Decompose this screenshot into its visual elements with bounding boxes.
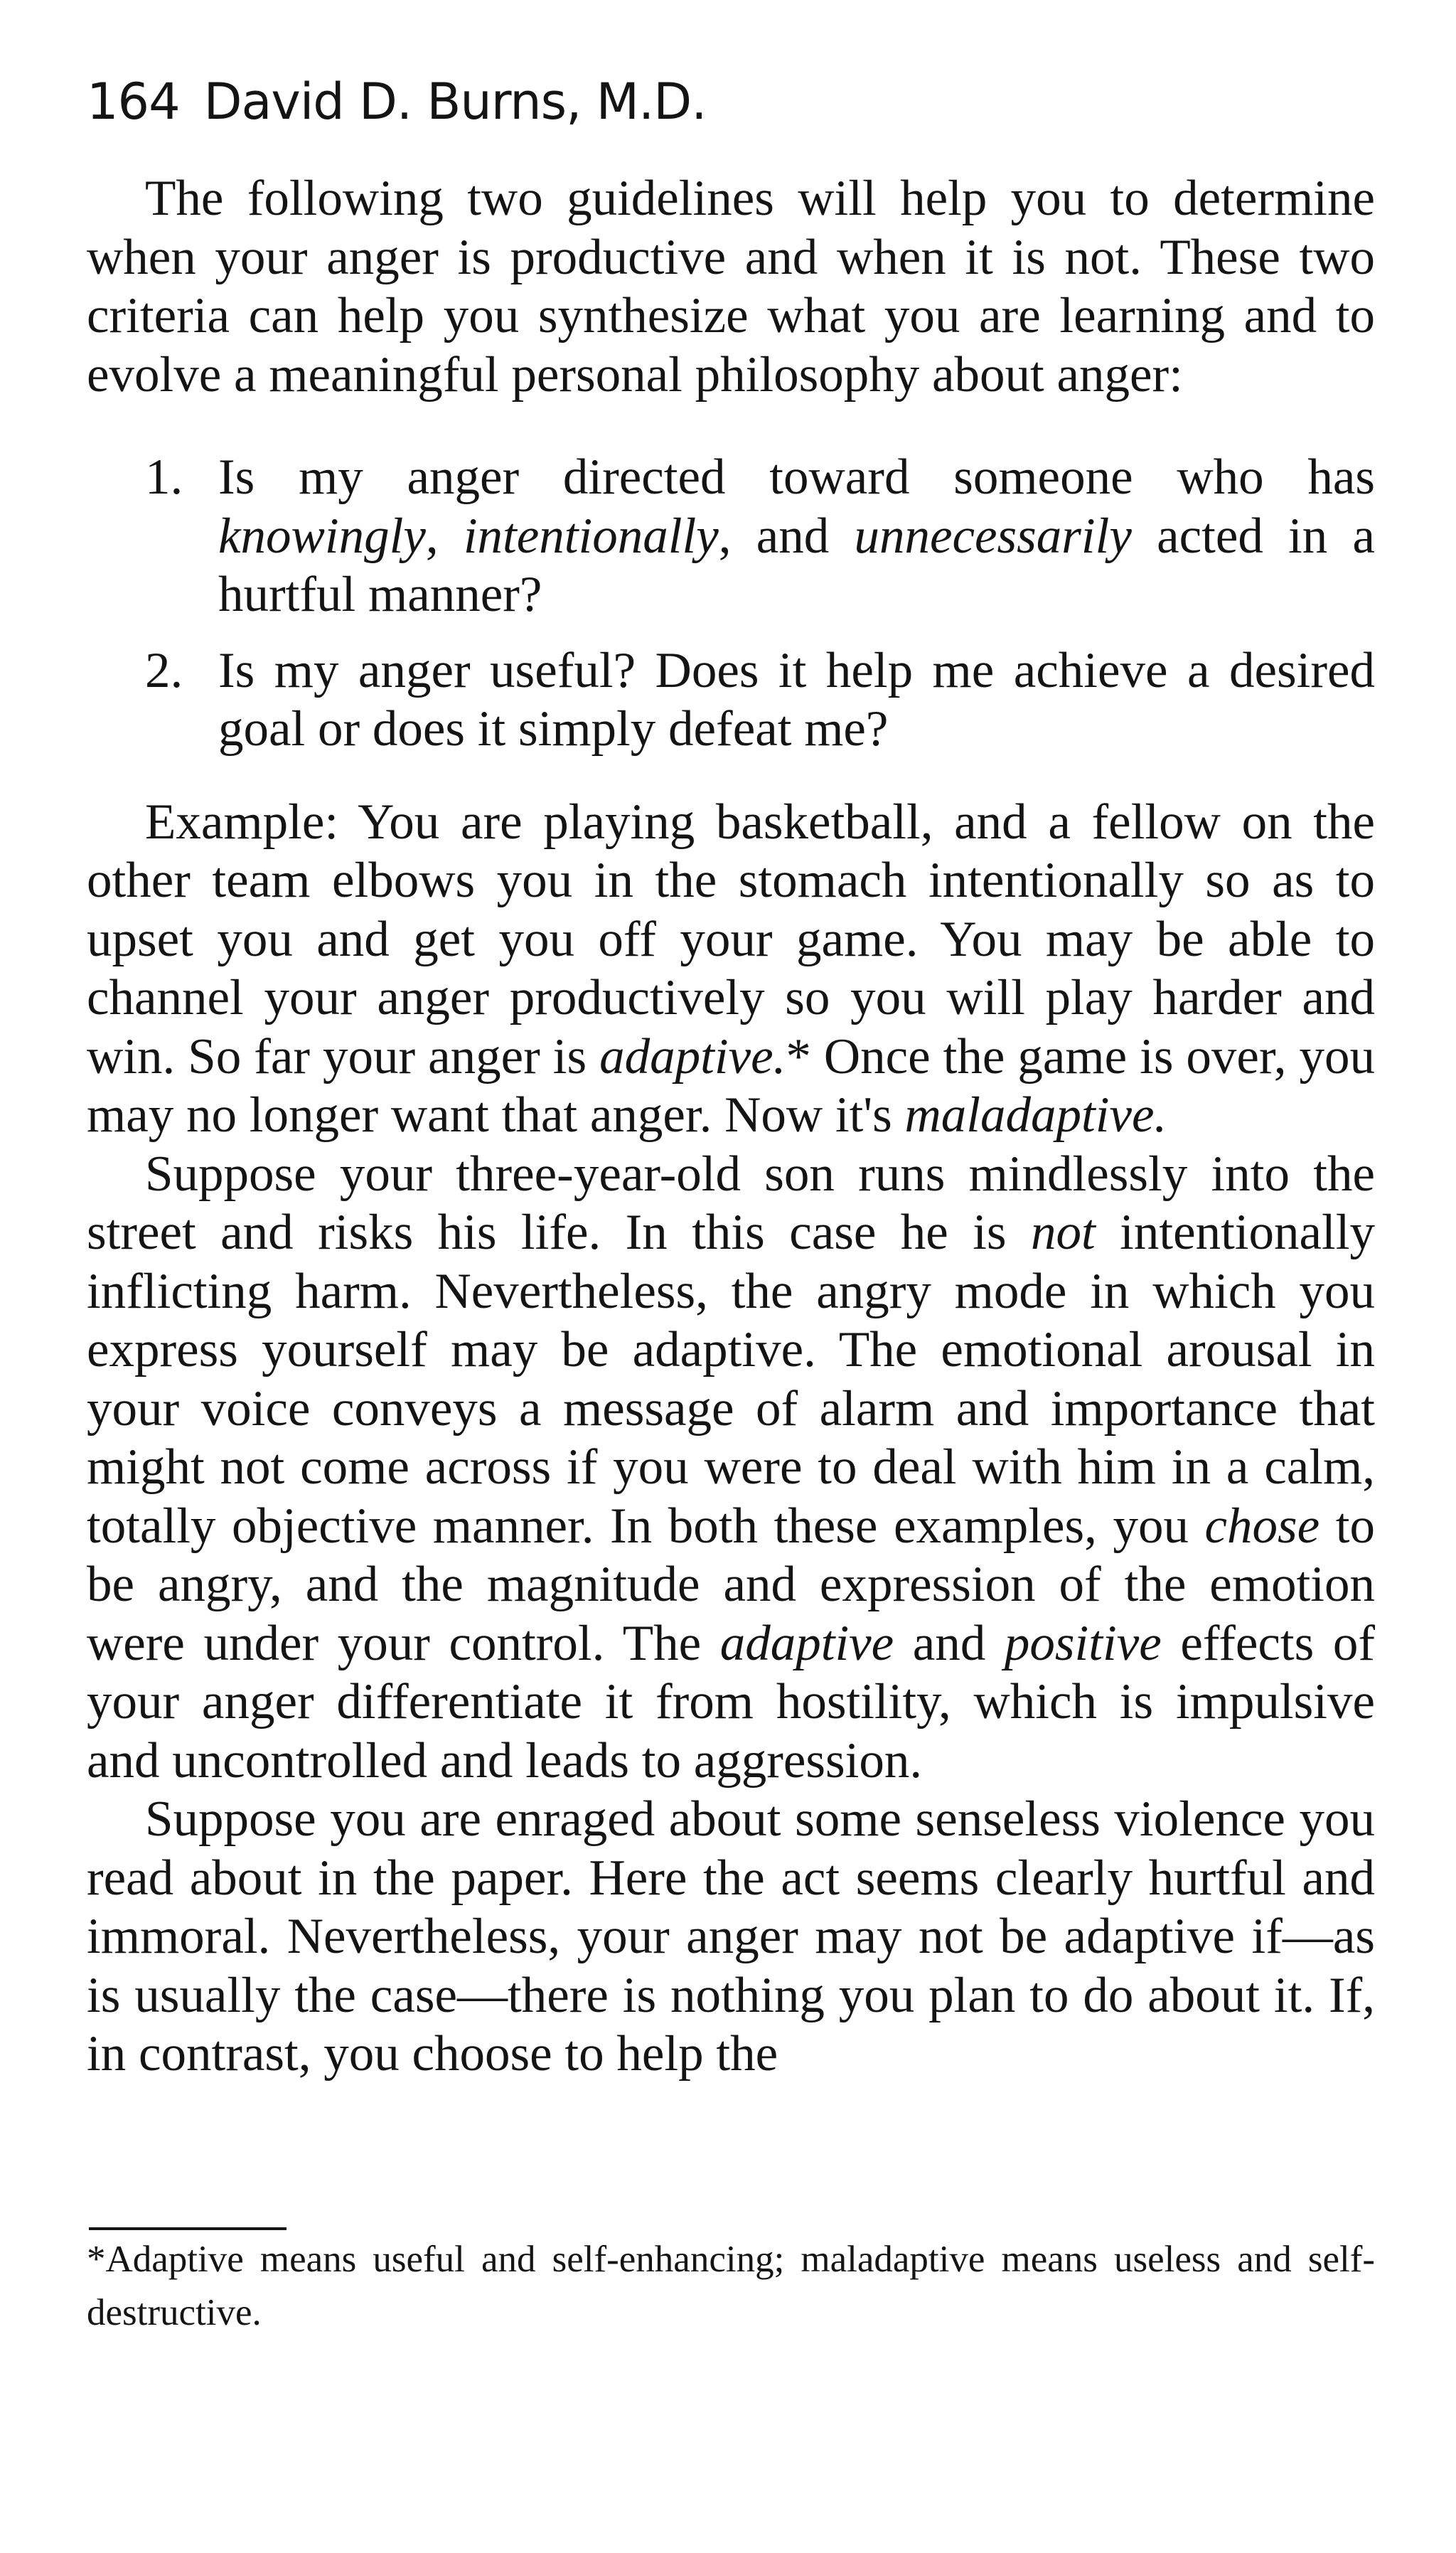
- list-marker: 1.: [145, 449, 183, 505]
- criteria-item-1: [87, 448, 1375, 624]
- example-paragraph: [87, 793, 1375, 1145]
- footnote: *Adaptive means useful and self-enhancing; maladaptive means useless and self-destructive.: [87, 2239, 1375, 2333]
- criteria-text: Is my anger useful? Does it help me achieve a desired goal or does it simply defeat me?: [218, 642, 1375, 757]
- paragraph-text: Suppose your three-year-old son runs mindlessly into the street and risks his life. In this case he is: [87, 1146, 1375, 1260]
- criteria-text: Is my anger directed toward someone who has: [218, 449, 1375, 505]
- intro-paragraph: The following two guidelines will help you to determine when your anger is productive and when it is not. These two criteria can help you synthesize what you are learning and to evolve a meaningful personal philosophy about anger:: [87, 171, 1375, 403]
- page-number: 164: [87, 73, 180, 131]
- criteria-text: ,: [425, 508, 464, 564]
- paragraph-text: effects of your anger differentiate it from hostility, which is impulsive and uncontrolled and leads to aggression.: [87, 1615, 1376, 1789]
- footnote-divider: [89, 2227, 287, 2230]
- criteria-list: [87, 448, 1375, 759]
- running-head: [87, 73, 707, 131]
- emphasis: chose: [1204, 1498, 1320, 1554]
- body-text: [87, 169, 1375, 2084]
- paragraph-text: to be angry, and the magnitude and expression of the emotion were under your control. The: [87, 1498, 1375, 1671]
- paragraph-text: * Once the game is over, you may no longer want that anger. Now it's: [87, 1028, 1375, 1143]
- criteria-text: , and: [718, 508, 855, 564]
- criteria-text: acted in a hurtful manner?: [218, 508, 1376, 622]
- paragraph-text: intentionally inflicting harm. Nevertheless, the angry mode in which you express yourself may be adaptive. The emotional arousal in your voice conveys a message of alarm and importance that might not come across if you were to deal with him in a calm, totally objective manner. In both these examples, you: [87, 1205, 1375, 1554]
- emphasis: maladaptive.: [904, 1087, 1167, 1143]
- emphasis: adaptive: [719, 1615, 894, 1671]
- emphasis: positive: [1004, 1615, 1162, 1671]
- emphasis: knowingly: [218, 508, 426, 564]
- emphasis: unnecessarily: [854, 508, 1132, 564]
- emphasis: intentionally: [463, 508, 719, 564]
- violence-paragraph: Suppose you are enraged about some senseless violence you read about in the paper. Here the act seems clearly hurtful and immoral. Nevertheless, your anger may not be adaptive if—as is usually the case—there is nothing you plan to do about it. If, in contrast, you choose to help the: [87, 1791, 1375, 2082]
- paragraph-text: and: [894, 1615, 1005, 1671]
- criteria-item-2: [87, 641, 1375, 759]
- emphasis: adaptive.: [599, 1028, 786, 1084]
- emphasis: not: [1030, 1205, 1096, 1260]
- author-name: David D. Burns, M.D.: [203, 73, 707, 131]
- son-paragraph: [87, 1145, 1375, 1791]
- list-marker: 2.: [145, 642, 183, 698]
- paragraph-text: Example: You are playing basketball, and a fellow on the other team elbows you in the stomach intentionally so as to upset you and get you off your game. You may be able to channel your anger productively so you will play harder and win. So far your anger is: [87, 794, 1375, 1084]
